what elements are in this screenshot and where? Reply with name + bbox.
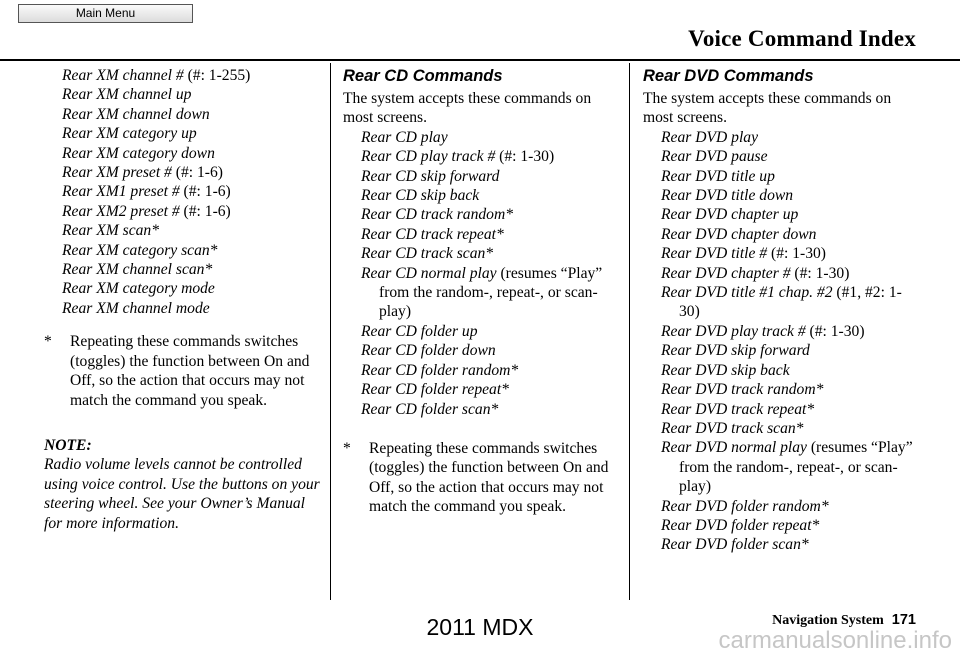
command-name: Rear XM category scan* xyxy=(62,241,218,259)
command-item xyxy=(643,380,919,399)
command-item xyxy=(343,147,619,166)
command-name: Rear DVD chapter # xyxy=(661,264,791,282)
command-range: (#: 1-30) xyxy=(767,245,827,263)
command-name: Rear XM channel up xyxy=(62,86,192,104)
command-name: Rear CD play xyxy=(361,128,448,146)
right-column xyxy=(643,66,919,555)
command-name: Rear XM channel scan* xyxy=(62,261,213,279)
command-name: Rear CD track repeat* xyxy=(361,225,504,243)
command-range: (#: 1-255) xyxy=(183,67,251,84)
command-item xyxy=(343,361,619,380)
command-name: Rear XM1 preset # xyxy=(62,183,180,201)
rear-dvd-heading: Rear DVD Commands xyxy=(643,67,814,85)
command-item xyxy=(643,147,919,166)
command-name: Rear XM channel down xyxy=(62,105,210,123)
command-item xyxy=(343,400,619,419)
command-item xyxy=(643,244,919,263)
command-name: Rear CD folder up xyxy=(361,322,478,340)
command-range: (#: 1-30) xyxy=(805,322,865,340)
command-item xyxy=(44,105,324,124)
command-item xyxy=(44,299,324,318)
command-item xyxy=(44,163,324,182)
command-item xyxy=(643,322,919,341)
command-name: Rear CD folder down xyxy=(361,342,496,360)
command-item xyxy=(643,361,919,380)
command-item xyxy=(343,205,619,224)
command-item xyxy=(643,167,919,186)
header-rule xyxy=(0,59,960,61)
command-name: Rear XM category up xyxy=(62,125,197,143)
command-item xyxy=(343,244,619,263)
command-name: Rear CD track random* xyxy=(361,206,514,224)
left-command-list xyxy=(44,66,324,318)
command-item xyxy=(44,260,324,279)
command-name: Rear DVD chapter down xyxy=(661,225,817,243)
command-item xyxy=(643,225,919,244)
command-item xyxy=(343,167,619,186)
command-name: Rear XM2 preset # xyxy=(62,202,180,220)
command-item xyxy=(643,264,919,283)
command-item xyxy=(343,322,619,341)
command-item xyxy=(643,438,919,496)
command-name: Rear CD folder repeat* xyxy=(361,381,509,399)
command-item xyxy=(643,128,919,147)
command-name: Rear DVD skip forward xyxy=(661,342,810,360)
command-item xyxy=(343,186,619,205)
command-name: Rear DVD pause xyxy=(661,148,768,166)
page-number: 171 xyxy=(891,612,916,628)
command-name: Rear CD normal play xyxy=(361,264,497,282)
command-item xyxy=(643,205,919,224)
command-name: Rear XM category mode xyxy=(62,280,215,298)
column-divider-right xyxy=(629,63,630,600)
command-name: Rear DVD folder random* xyxy=(661,497,829,515)
command-item xyxy=(343,380,619,399)
command-name: Rear CD track scan* xyxy=(361,245,494,263)
command-name: Rear XM scan* xyxy=(62,222,160,240)
command-item xyxy=(44,124,324,143)
note-heading: NOTE: xyxy=(44,436,92,454)
command-item xyxy=(44,144,324,163)
command-name: Rear DVD track random* xyxy=(661,381,824,399)
command-name: Rear DVD title up xyxy=(661,167,775,185)
command-name: Rear DVD normal play xyxy=(661,439,807,457)
command-item xyxy=(44,241,324,260)
command-range: (resumes “Play” from the random-, repeat-, or scan-play) xyxy=(379,264,603,321)
command-name: Rear DVD folder scan* xyxy=(661,536,809,554)
command-name: Rear DVD track repeat* xyxy=(661,400,815,418)
command-name: Rear XM channel # xyxy=(62,67,184,84)
command-item xyxy=(44,279,324,298)
rear-dvd-command-list xyxy=(643,128,919,555)
command-name: Rear CD folder random* xyxy=(361,361,519,379)
command-name: Rear DVD title #1 chap. #2 xyxy=(661,284,833,302)
command-range: (#: 1-30) xyxy=(790,264,850,282)
rear-dvd-intro: The system accepts these commands on most screens. xyxy=(643,90,892,127)
command-name: Rear DVD play track # xyxy=(661,322,806,340)
note-text: Radio volume levels cannot be controlled using voice control. Use the buttons on your steering wheel. See your Owner’s Manual for more information. xyxy=(44,456,320,532)
command-range: (resumes “Play” from the random-, repeat-, or scan-play) xyxy=(679,439,913,496)
command-name: Rear DVD title # xyxy=(661,245,768,263)
command-item xyxy=(643,186,919,205)
command-item xyxy=(343,128,619,147)
middle-footnote xyxy=(343,439,619,517)
command-name: Rear DVD folder repeat* xyxy=(661,516,820,534)
command-item xyxy=(643,497,919,516)
command-item xyxy=(643,400,919,419)
command-item xyxy=(44,182,324,201)
rear-cd-heading: Rear CD Commands xyxy=(343,67,503,85)
command-item xyxy=(343,264,619,322)
command-name: Rear DVD chapter up xyxy=(661,206,799,224)
command-item xyxy=(44,66,324,85)
model-label: 2011 MDX xyxy=(426,614,534,640)
command-name: Rear DVD skip back xyxy=(661,361,790,379)
command-range: (#: 1-6) xyxy=(179,202,231,220)
command-name: Rear DVD track scan* xyxy=(661,419,804,437)
rear-cd-command-list xyxy=(343,128,619,419)
command-range: (#1, #2: 1-30) xyxy=(679,284,902,321)
left-column xyxy=(44,66,324,533)
command-name: Rear CD skip back xyxy=(361,187,480,205)
command-name: Rear XM channel mode xyxy=(62,299,210,317)
middle-column xyxy=(343,66,619,517)
command-item xyxy=(643,283,919,322)
command-item xyxy=(643,535,919,554)
command-item xyxy=(44,221,324,240)
command-item xyxy=(343,341,619,360)
command-item xyxy=(643,516,919,535)
command-name: Rear DVD title down xyxy=(661,187,794,205)
page-title: Voice Command Index xyxy=(688,26,916,51)
footnote-text: Repeating these commands switches (toggles) the function between On and Off, so the action that occurs may not match the command you speak. xyxy=(70,333,310,409)
command-range: (#: 1-6) xyxy=(171,164,223,182)
command-name: Rear DVD play xyxy=(661,128,759,146)
main-menu-button[interactable]: Main Menu xyxy=(18,4,193,23)
command-range: (#: 1-6) xyxy=(179,183,231,201)
command-item xyxy=(343,225,619,244)
watermark: carmanualsonline.info xyxy=(718,627,952,654)
command-name: Rear CD skip forward xyxy=(361,167,500,185)
command-item xyxy=(643,419,919,438)
command-name: Rear XM preset # xyxy=(62,164,172,182)
footnote-text: Repeating these commands switches (toggles) the function between On and Off, so the action that occurs may not match the command you speak. xyxy=(369,439,609,516)
column-divider-left xyxy=(330,63,331,600)
command-name: Rear CD play track # xyxy=(361,148,496,166)
command-item xyxy=(643,341,919,360)
footnote-star: * xyxy=(343,439,351,457)
left-footnote xyxy=(44,332,324,410)
rear-cd-intro: The system accepts these commands on most screens. xyxy=(343,90,592,127)
command-item xyxy=(44,202,324,221)
command-item xyxy=(44,85,324,104)
command-name: Rear XM category down xyxy=(62,144,215,162)
command-name: Rear CD folder scan* xyxy=(361,400,499,418)
section-label: Navigation System xyxy=(772,613,884,628)
command-range: (#: 1-30) xyxy=(495,148,555,166)
footnote-star: * xyxy=(44,333,52,351)
